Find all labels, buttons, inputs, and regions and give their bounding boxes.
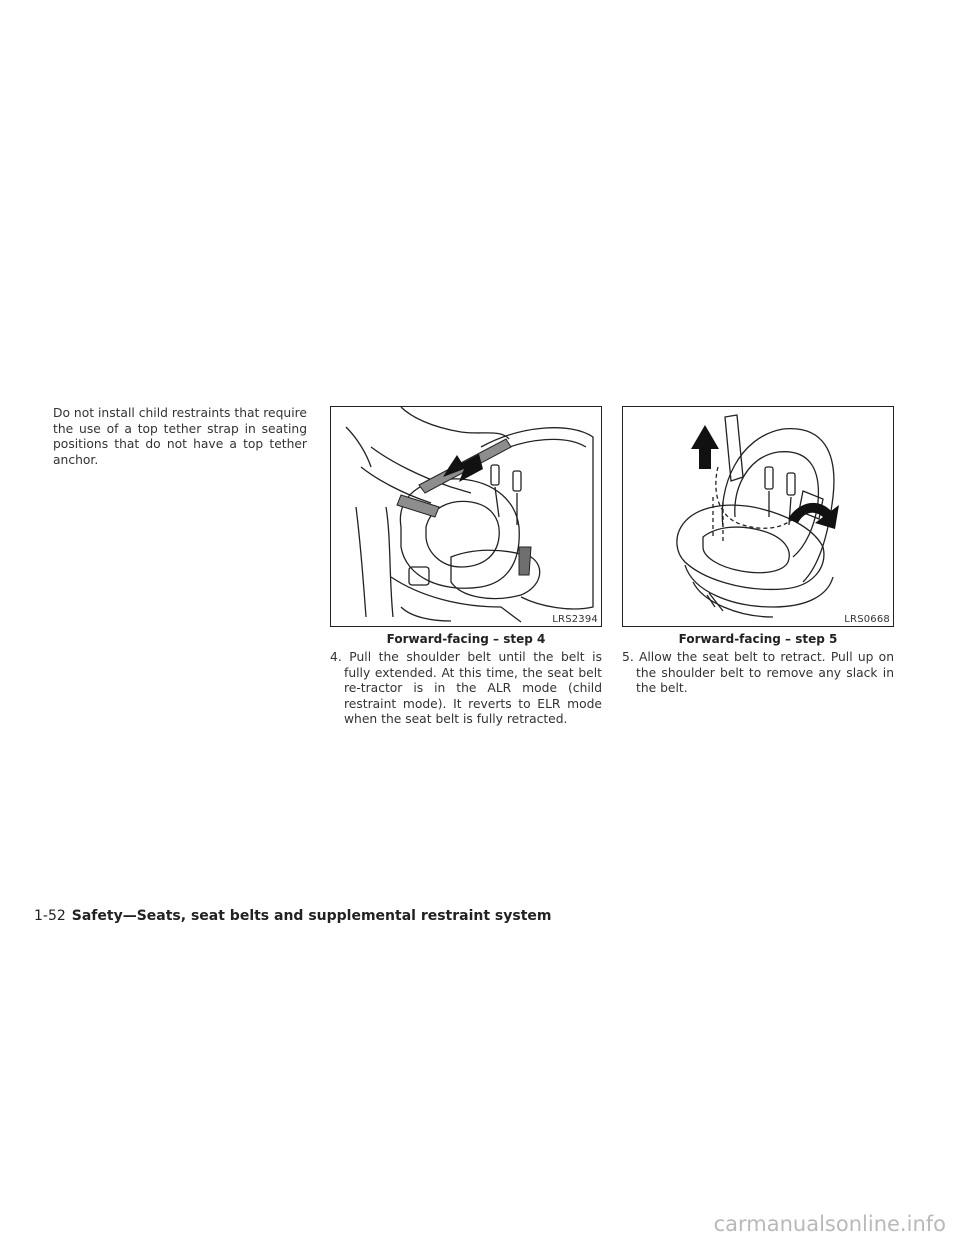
figure-code: LRS2394 [552, 614, 598, 625]
figure-step-4 [330, 406, 602, 627]
section-title: Safety—Seats, seat belts and supplemental restraint system [71, 908, 552, 924]
step-4-text: 4. Pull the shoulder belt until the belt is fully extended. At this time, the seat belt re-tractor is in the ALR mode (child restraint mode). It reverts to ELR mode when the seat belt is fully retracted. [330, 650, 602, 727]
illustration-belt-retract [623, 407, 894, 627]
watermark: carmanualsonline.info [713, 1212, 946, 1236]
page-footer [34, 908, 552, 924]
step-5-text: 5. Allow the seat belt to retract. Pull up on the shoulder belt to remove any slack in the belt. [622, 650, 894, 696]
figure-caption: Forward-facing – step 4 [386, 632, 546, 646]
figure-step-5 [622, 406, 894, 627]
intro-paragraph: Do not install child restraints that require the use of a top tether strap in seating positions that do not have a top tether anchor. [53, 406, 307, 467]
page-number: 1-52 [34, 908, 66, 924]
figure-code: LRS0668 [844, 614, 890, 625]
illustration-shoulder-belt-pull [331, 407, 602, 627]
figure-caption: Forward-facing – step 5 [678, 632, 838, 646]
